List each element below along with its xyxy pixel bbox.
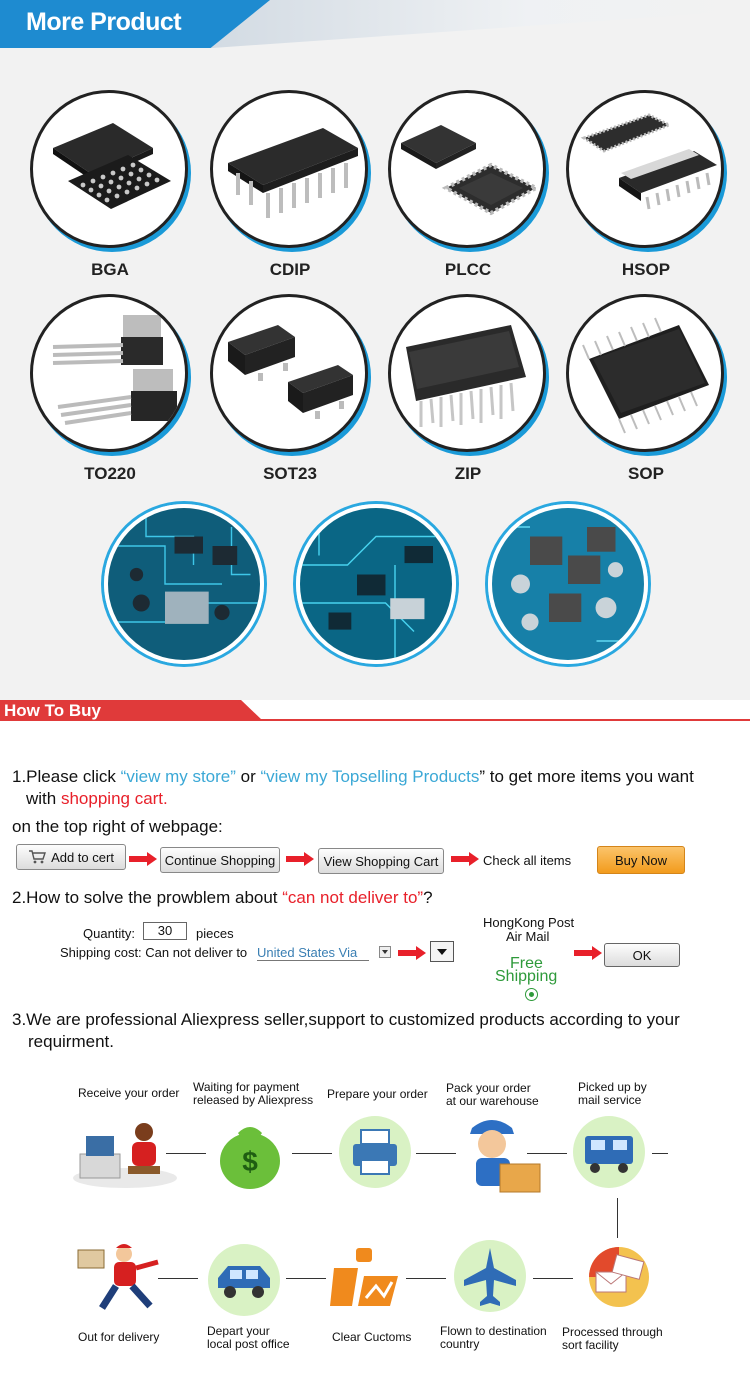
- flow-arrow: [292, 1153, 332, 1154]
- more-product-header: [0, 0, 750, 48]
- picked-up-label-2: mail service: [578, 1093, 642, 1107]
- ship-via-value: United States Via: [257, 945, 358, 960]
- circuit-board-icon: [108, 508, 260, 660]
- flow-arrow: [286, 1278, 326, 1279]
- buy-now-button[interactable]: [597, 846, 685, 874]
- cart-icon: [28, 850, 46, 864]
- package-image: [30, 294, 188, 452]
- flown-label-2: country: [440, 1337, 480, 1351]
- plcc-chip-icon: [391, 93, 546, 248]
- check-all-items-text: Check all items: [483, 853, 572, 868]
- zip-chip-icon: [391, 297, 546, 452]
- red-arrow-icon: [398, 946, 426, 960]
- step2-prefix: 2.How to solve the prowblem about: [12, 888, 283, 907]
- step1-mid: or: [235, 767, 261, 786]
- step3-line2: requirment.: [28, 1032, 114, 1051]
- flow-arrow: [158, 1278, 198, 1279]
- to220-transistor-icon: [33, 297, 188, 452]
- red-arrow-icon: [129, 852, 157, 866]
- circuit-board-icon: [492, 508, 644, 660]
- flow-arrow-down: [617, 1198, 618, 1238]
- quantity-input[interactable]: 30: [143, 922, 187, 940]
- view-shopping-cart-button[interactable]: [318, 848, 444, 874]
- processed-label-2: sort facility: [562, 1338, 619, 1352]
- step1-line3: on the top right of webpage:: [12, 817, 223, 836]
- can-not-deliver-text: “can not deliver to”: [282, 888, 424, 907]
- depart-label-1: Depart your: [207, 1324, 270, 1338]
- red-arrow-icon: [286, 852, 314, 866]
- pieces-label: pieces: [196, 926, 234, 941]
- quantity-label: Quantity:: [83, 926, 136, 941]
- more-product-title: More Product: [26, 8, 182, 36]
- shipping-radio[interactable]: [525, 988, 538, 1001]
- step1-prefix: 1.Please click: [12, 767, 121, 786]
- view-topselling-link[interactable]: “view my Topselling Products: [260, 767, 480, 786]
- waiting-payment-label-1: Waiting for payment: [193, 1080, 300, 1094]
- bga-chip-icon: [33, 93, 188, 248]
- flow-arrow: [166, 1153, 206, 1154]
- header-underline: [0, 719, 750, 721]
- customs-stamp-icon: [328, 1246, 402, 1312]
- package-plcc[interactable]: [388, 90, 548, 279]
- pcb-image-3: [488, 504, 648, 664]
- package-bga[interactable]: [30, 90, 190, 279]
- depart-label-2: local post office: [207, 1337, 290, 1351]
- sorting-mail-icon: [580, 1238, 658, 1316]
- sop-chip-icon: [569, 297, 724, 452]
- prepare-order-label: Prepare your order: [327, 1087, 428, 1101]
- step3-line1: 3.We are professional Aliexpress seller,support to customized products according to your: [12, 1010, 680, 1029]
- continue-shopping-button[interactable]: [160, 847, 280, 873]
- cdip-chip-icon: [213, 93, 368, 248]
- ship-via-select[interactable]: [257, 944, 369, 961]
- buy-now-label: Buy Now: [614, 852, 668, 868]
- printer-icon: [339, 1116, 411, 1188]
- shipping-cost-label: Shipping cost: Can not deliver to: [60, 945, 248, 960]
- waiting-payment-label-2: released by Aliexpress: [193, 1093, 314, 1107]
- package-label: CDIP: [269, 260, 311, 279]
- package-image: [210, 294, 368, 452]
- add-to-cart-button[interactable]: [16, 844, 126, 870]
- red-arrow-icon: [574, 946, 602, 960]
- pcb-image-1: [104, 504, 264, 664]
- ok-button[interactable]: [604, 943, 680, 967]
- step1-line2: [26, 789, 168, 809]
- view-my-store-link[interactable]: “view my store”: [120, 767, 236, 786]
- car-icon: [208, 1244, 280, 1316]
- package-zip[interactable]: [388, 294, 548, 483]
- step2-suffix: ?: [423, 888, 433, 907]
- out-for-delivery-label: Out for delivery: [78, 1330, 160, 1344]
- circuit-board-icon: [300, 508, 452, 660]
- step1-line1: [12, 767, 694, 787]
- how-to-buy-title: How To Buy: [4, 701, 101, 720]
- svg-text:$: $: [242, 1146, 258, 1177]
- red-arrow-icon: [451, 852, 479, 866]
- package-image: [30, 90, 188, 248]
- package-sot23[interactable]: [210, 294, 370, 483]
- air-mail-text: Air Mail: [506, 929, 550, 944]
- package-image: [388, 90, 546, 248]
- hsop-chip-icon: [569, 93, 724, 248]
- step1-line2-prefix: with: [26, 789, 61, 808]
- package-label: PLCC: [444, 260, 492, 279]
- package-to220[interactable]: [30, 294, 190, 483]
- flow-arrow: [406, 1278, 446, 1279]
- package-label: TO220: [84, 464, 136, 483]
- free-text: Free: [510, 955, 543, 972]
- hongkong-post-text: HongKong Post: [483, 915, 575, 930]
- flow-arrow: [652, 1153, 668, 1154]
- flown-label-1: Flown to destination: [440, 1324, 547, 1338]
- sot23-transistor-icon: [213, 297, 368, 452]
- receive-order-label: Receive your order: [78, 1086, 180, 1100]
- chevron-down-icon[interactable]: [379, 946, 391, 958]
- clear-customs-label: Clear Cuctoms: [332, 1330, 412, 1344]
- ok-label: OK: [632, 947, 652, 963]
- dropdown-toggle-button[interactable]: [430, 941, 454, 962]
- package-image: [566, 90, 724, 248]
- warehouse-worker-icon: [462, 1110, 546, 1198]
- step2-line: [12, 888, 433, 908]
- airplane-icon: [454, 1240, 526, 1312]
- package-hsop[interactable]: [566, 90, 726, 279]
- package-image: [388, 294, 546, 452]
- how-to-buy-header: [0, 700, 750, 722]
- package-label: BGA: [91, 260, 129, 279]
- view-shopping-cart-label: View Shopping Cart: [323, 853, 439, 869]
- truck-icon: [573, 1116, 645, 1188]
- shipping-text: Shipping: [495, 968, 558, 985]
- receive-order-icon: [70, 1116, 180, 1190]
- delivery-runner-icon: [72, 1240, 182, 1320]
- package-label: ZIP: [454, 464, 482, 483]
- package-cdip[interactable]: [210, 90, 370, 279]
- flow-arrow: [416, 1153, 456, 1154]
- package-label: HSOP: [621, 260, 671, 279]
- step1-suffix: ” to get more items you want: [479, 767, 694, 786]
- pack-order-label-2: at our warehouse: [446, 1094, 539, 1108]
- money-bag-icon: [210, 1113, 290, 1191]
- add-to-cart-label: Add to cert: [51, 849, 114, 865]
- flow-arrow: [527, 1153, 567, 1154]
- processed-label-1: Processed through: [562, 1325, 663, 1339]
- package-label: SOT23: [263, 464, 317, 483]
- pack-order-label-1: Pack your order: [446, 1081, 531, 1095]
- shopping-cart-text: shopping cart.: [60, 789, 168, 808]
- pcb-image-2: [296, 504, 456, 664]
- package-label: SOP: [628, 464, 664, 483]
- header-swoosh: [190, 0, 750, 48]
- continue-shopping-label: Continue Shopping: [164, 852, 276, 868]
- flow-arrow: [533, 1278, 573, 1279]
- package-image: [566, 294, 724, 452]
- package-image: [210, 90, 368, 248]
- package-sop[interactable]: [566, 294, 726, 483]
- picked-up-label-1: Picked up by: [578, 1080, 647, 1094]
- chevron-down-icon: [431, 942, 453, 961]
